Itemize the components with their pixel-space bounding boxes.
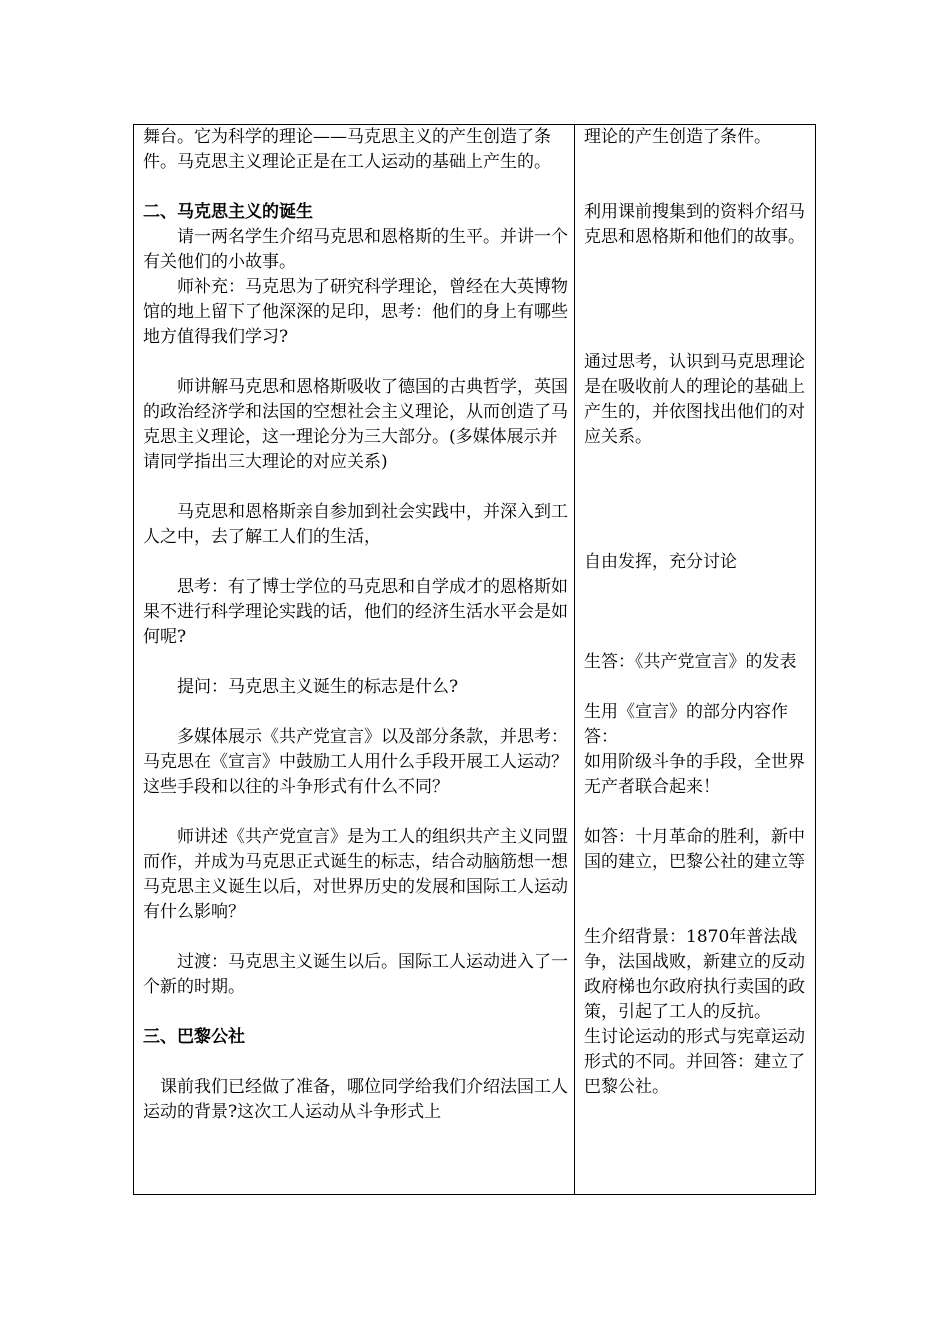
paragraph-question-symbol: 提问：马克思主义诞生的标志是什么?	[177, 677, 459, 697]
right-text-4: 自由发挥，充分讨论	[584, 552, 737, 572]
column-divider	[574, 125, 575, 1194]
paragraph-social-practice: 马克思和恩格斯亲自参加到社会实践中，并深入到工人之中，去了解工人们的生活，	[143, 502, 568, 547]
paragraph-teacher-supplement: 师补充：马克思为了研究科学理论，曾经在大英博物馆的地上留下了他深深的足印，思考：他们的身上有哪些地方值得我们学习?	[143, 277, 568, 347]
right-text-6b: 如用阶级斗争的手段，全世界无产者联合起来！	[584, 752, 805, 797]
lesson-table	[133, 124, 816, 1195]
right-text-7: 如答：十月革命的胜利，新中国的建立，巴黎公社的建立等	[584, 827, 805, 872]
right-text-8: 生介绍背景：1870年普法战争，法国战败，新建立的反动政府梯也尔政府执行卖国的政策，引起了工人的反抗。	[584, 927, 805, 1022]
right-text-2: 利用课前搜集到的资料介绍马克思和恩格斯和他们的故事。	[584, 202, 805, 247]
paragraph-think-economy: 思考：有了博士学位的马克思和自学成才的恩格斯如果不进行科学理论实践的话，他们的经济生活水平会是如何呢?	[143, 577, 568, 647]
paragraph-manifesto-explain: 师讲述《共产党宣言》是为工人的组织共产主义同盟而作，并成为马克思正式诞生的标志，结合动脑筋想一想马克思主义诞生以后，对世界历史的发展和国际工人运动有什么影响？	[143, 827, 568, 922]
student-activity-column	[584, 125, 806, 1100]
paragraph-transition: 过渡：马克思主义诞生以后。国际工人运动进入了一个新的时期。	[143, 952, 568, 997]
paragraph-three-sources: 师讲解马克思和恩格斯吸收了德国的古典哲学，英国的政治经济学和法国的空想社会主义理论，从而创造了马克思主义理论，这一理论分为三大部分。(多媒体展示并请同学指出三大理论的对应关系)	[143, 377, 568, 472]
right-text-5: 生答：《共产党宣言》的发表	[584, 652, 797, 672]
right-text-9: 生讨论运动的形式与宪章运动形式的不同。并回答：建立了巴黎公社。	[584, 1027, 805, 1097]
right-text-1: 理论的产生创造了条件。	[584, 127, 771, 147]
section-heading-paris-commune: 三、巴黎公社	[143, 1027, 245, 1047]
paragraph-commune-background: 课前我们已经做了准备，哪位同学给我们介绍法国工人运动的背景?这次工人运动从斗争形式上	[143, 1077, 568, 1122]
paragraph-intro: 舞台。它为科学的理论——马克思主义的产生创造了条件。马克思主义理论正是在工人运动的基础上产生的。	[143, 127, 551, 172]
right-text-6a: 生用《宣言》的部分内容作答：	[584, 702, 788, 747]
paragraph-manifesto-display: 多媒体展示《共产党宣言》以及部分条款，并思考：马克思在《宣言》中鼓励工人用什么手段开展工人运动？这些手段和以往的斗争形式有什么不同？	[143, 727, 568, 797]
paragraph-student-intro: 请一两名学生介绍马克思和恩格斯的生平。并讲一个有关他们的小故事。	[143, 227, 568, 272]
right-text-3: 通过思考，认识到马克思理论是在吸收前人的理论的基础上产生的，并依图找出他们的对应关系。	[584, 352, 805, 447]
section-heading-marxism-birth: 二、马克思主义的诞生	[143, 202, 313, 222]
teacher-activity-column	[143, 125, 568, 1125]
